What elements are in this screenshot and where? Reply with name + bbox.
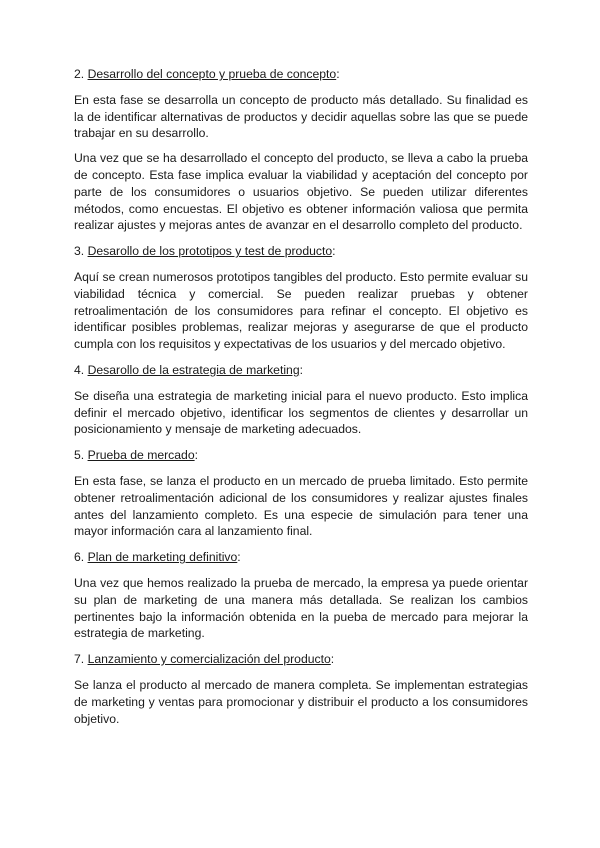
section-number: 6. (74, 550, 85, 565)
section-title: Prueba de mercado (87, 448, 195, 463)
section-title-suffix: : (332, 244, 336, 259)
document-page (74, 66, 528, 736)
section-title-suffix: : (330, 652, 335, 667)
section-paragraph: Se diseña una estrategia de marketing inicial para el nuevo producto. Esto implica definir el mercado objetivo, identificar los segmentos de clientes y desarrollar un posicionamiento y mensaje de marketing adecuados. (74, 388, 528, 437)
section-title: Desarollo de los prototipos y test de producto (87, 244, 333, 259)
section-number: 3. (74, 244, 85, 259)
section-title-suffix: : (336, 67, 340, 81)
section-title: Plan de marketing definitivo (87, 550, 238, 565)
section-number: 4. (74, 362, 85, 377)
section-number: 7. (74, 652, 85, 667)
section-heading (74, 362, 528, 379)
section-heading (74, 651, 528, 668)
section-number: 5. (74, 448, 85, 463)
section-heading (74, 243, 528, 260)
section-title-suffix: : (237, 550, 241, 565)
section-title: Desarollo de la estrategia de marketing (87, 362, 300, 377)
section-title-suffix: : (299, 362, 303, 377)
section-heading (74, 66, 528, 83)
section-paragraph: Una vez que se ha desarrollado el concepto del producto, se lleva a cabo la prueba de concepto. Esta fase implica evaluar la viabilidad y aceptación del concepto por parte de los consumidores o usuarios objetivo. Se pueden utilizar diferentes métodos, como encuestas. El objetivo es obtener información valiosa que permita realizar ajustes y mejoras antes de avanzar en el desarrollo completo del producto. (74, 151, 528, 233)
section-number: 2. (74, 67, 85, 81)
section-title: Desarrollo del concepto y prueba de concepto (87, 67, 337, 81)
section-heading (74, 549, 528, 566)
section-paragraph: En esta fase se desarrolla un concepto de producto más detallado. Su finalidad es la de identificar alternativas de productos y decidir aquellas sobre las que se puede trabajar en su desarrollo. (74, 92, 528, 141)
section-title: Lanzamiento y comercialización del producto (87, 652, 331, 667)
section-paragraph: Aquí se crean numerosos prototipos tangibles del producto. Esto permite evaluar su viabilidad técnica y comercial. Se pueden realizar pruebas y obtener retroalimentación de los consumidores para refinar el concepto. El objetivo es identificar posibles problemas, realizar mejoras y asegurarse de que el producto cumpla con los requisitos y expectativas de los usuarios y del mercado objetivo. (74, 269, 528, 352)
section-paragraph: Se lanza el producto al mercado de manera completa. Se implementan estrategias de marketing y ventas para promocionar y distribuir el producto a los consumidores objetivo. (74, 677, 528, 726)
section-title-suffix: : (194, 448, 198, 463)
section-heading (74, 447, 528, 464)
section-paragraph: Una vez que hemos realizado la prueba de mercado, la empresa ya puede orientar su plan de marketing de una manera más detallada. Se realizan los cambios pertinentes bajo la información obtenida en la pueba de mercado para mejorar la estrategia de marketing. (74, 575, 528, 641)
section-paragraph: En esta fase, se lanza el producto en un mercado de prueba limitado. Esto permite obtener retroalimentación adicional de los consumidores y realizar ajustes finales antes del lanzamiento completo. Es una especie de simulación para tener una mayor información cara al lanzamiento final. (74, 473, 528, 539)
